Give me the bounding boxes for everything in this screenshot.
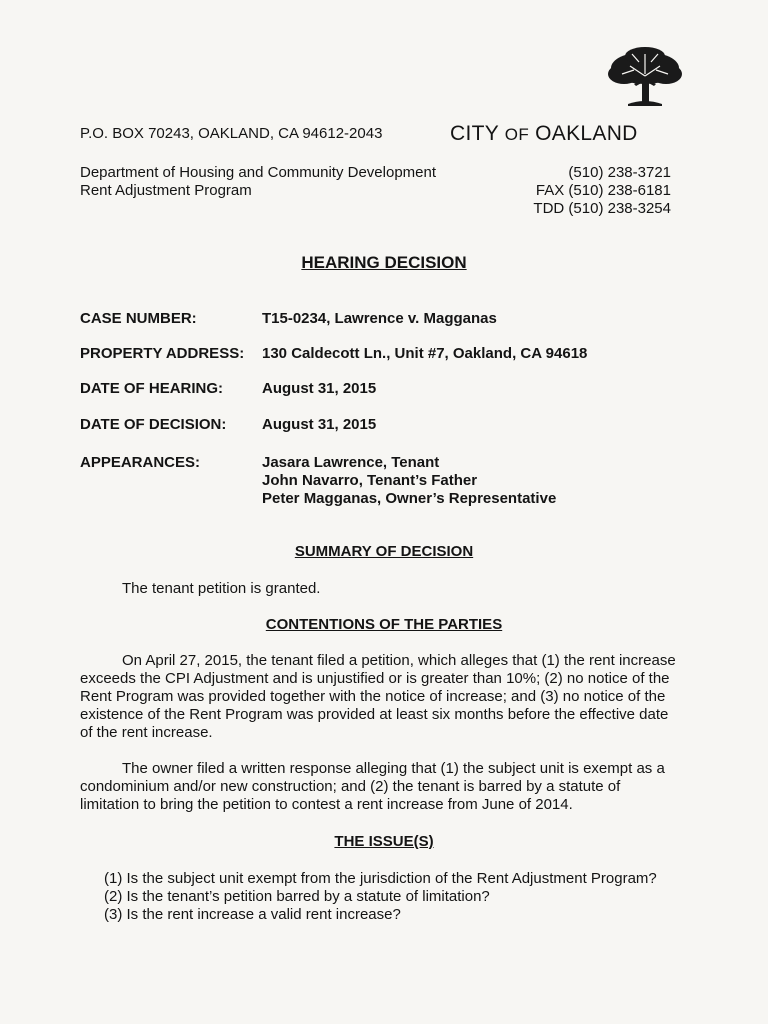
appearance-tenant-father: John Navarro, Tenant’s Father <box>262 472 478 489</box>
phone-number: (510) 238-3721 <box>568 164 671 181</box>
case-number-label: CASE NUMBER: <box>80 310 197 327</box>
contact-numbers <box>533 164 671 218</box>
contentions-heading: CONTENTIONS OF THE PARTIES <box>265 616 503 633</box>
property-address-value: 130 Caldecott Ln., Unit #7, Oakland, CA 94618 <box>262 345 588 362</box>
appearances-label: APPEARANCES: <box>80 454 201 471</box>
issues-heading: THE ISSUE(S) <box>334 833 434 850</box>
owner-contentions-paragraph: The owner filed a written response alleging that (1) the subject unit is exempt as a condominium and/or new construction; and (2) the tenant is barred by a statute of limitation to bring the petition to contest a rent increase from June of 2014. <box>80 760 665 813</box>
appearances-list <box>262 454 556 508</box>
tenant-contentions-paragraph: On April 27, 2015, the tenant filed a petition, which alleges that (1) the rent increase exceeds the CPI Adjustment and is unjustified or is greater than 10%; (2) no notice of the Rent Program was provided together with the notice of increase; and (3) no notice of the existence of the Rent Program was provided at least six months before the effective date of the rent increase. <box>80 652 676 741</box>
decision-date-label: DATE OF DECISION: <box>80 416 227 433</box>
issue-item: (1) Is the subject unit exempt from the jurisdiction of the Rent Adjustment Program? <box>104 870 657 887</box>
issue-item: (2) Is the tenant’s petition barred by a statute of limitation? <box>104 888 490 905</box>
hearing-date-value: August 31, 2015 <box>262 380 377 397</box>
hearing-date-label: DATE OF HEARING: <box>80 380 224 397</box>
city-word-city: CITY <box>450 122 499 145</box>
document-title: HEARING DECISION <box>301 253 467 272</box>
city-name <box>450 122 638 146</box>
issue-item: (3) Is the rent increase a valid rent increase? <box>104 906 401 923</box>
decision-date-value: August 31, 2015 <box>262 416 377 433</box>
case-number-value: T15-0234, Lawrence v. Magganas <box>262 310 497 327</box>
appearance-owner-representative: Peter Magganas, Owner’s Representative <box>262 490 557 507</box>
mailing-address: P.O. BOX 70243, OAKLAND, CA 94612-2043 <box>80 125 383 142</box>
issues-list <box>104 870 657 924</box>
appearance-tenant: Jasara Lawrence, Tenant <box>262 454 440 471</box>
summary-text: The tenant petition is granted. <box>122 580 321 597</box>
department-block <box>80 164 436 200</box>
fax-number: FAX (510) 238-6181 <box>535 182 671 199</box>
oak-tree-logo-icon <box>604 44 686 110</box>
property-address-label: PROPERTY ADDRESS: <box>80 345 245 362</box>
program-name: Rent Adjustment Program <box>80 182 252 199</box>
city-word-oakland: OAKLAND <box>535 122 638 145</box>
summary-heading: SUMMARY OF DECISION <box>294 543 474 560</box>
city-word-of: OF <box>504 125 530 144</box>
department-name: Department of Housing and Community Development <box>80 164 437 181</box>
tdd-number: TDD (510) 238-3254 <box>533 200 671 217</box>
